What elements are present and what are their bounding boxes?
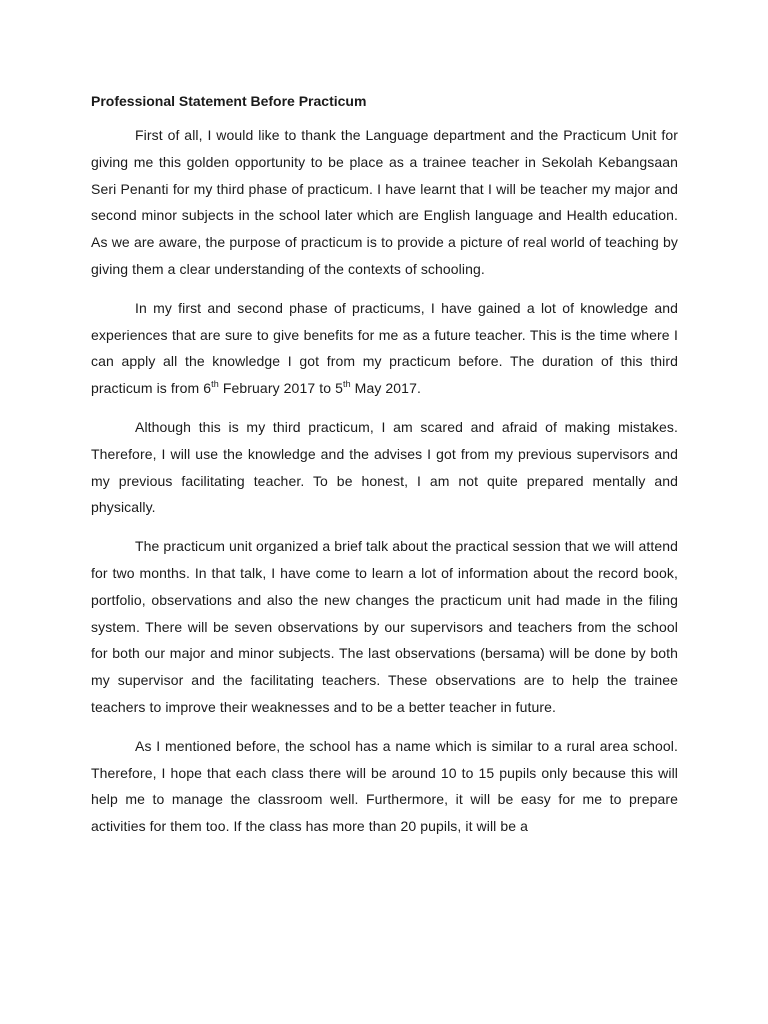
paragraph-2-text-a: In my first and second phase of practicums, I have gained a lot of knowledge and experiences that are sure to give benefits for me as a future teacher. This is the time where I can apply all the knowledge I got from my practicum before. The duration of this third practicum is from 6 xyxy=(91,299,678,397)
paragraph-2-text-c: May 2017. xyxy=(350,380,421,397)
paragraph-2 xyxy=(91,295,678,402)
page-title: Professional Statement Before Practicum xyxy=(91,93,367,109)
document-body xyxy=(91,92,678,852)
paragraph-1: First of all, I would like to thank the Language department and the Practicum Unit for giving me this golden opportunity to be place as a trainee teacher in Sekolah Kebangsaan Seri Penanti for my third phase of practicum. I have learnt that I will be teacher my major and second minor subjects in the school later which are English language and Health education. As we are aware, the purpose of practicum is to provide a picture of real world of teaching by giving them a clear understanding of the contexts of schooling. xyxy=(91,127,678,277)
ordinal-suffix-start: th xyxy=(211,378,219,389)
paragraph-2-text-b: February 2017 to 5 xyxy=(218,380,343,397)
paragraph-3: Although this is my third practicum, I am scared and afraid of making mistakes. Therefore, I will use the knowledge and the advises I got from my previous supervisors and my previous facilitating teacher. To be honest, I am not quite prepared mentally and physically. xyxy=(91,418,678,516)
paragraph-5: As I mentioned before, the school has a name which is similar to a rural area school. Therefore, I hope that each class there will be around 10 to 15 pupils only because this will help me to manage the classroom well. Furthermore, it will be easy for me to prepare activities for them too. If the class has more than 20 pupils, it will be a xyxy=(91,737,678,835)
ordinal-suffix-end: th xyxy=(342,378,351,389)
paragraph-4: The practicum unit organized a brief talk about the practical session that we will attend for two months. In that talk, I have come to learn a lot of information about the record book, portfolio, observations and also the new changes the practicum unit had made in the filing system. There will be seven observations by our supervisors and teachers from the school for both our major and minor subjects. The last observations (bersama) will be done by both my supervisor and the facilitating teachers. These observations are to help the trainee teachers to improve their weaknesses and to be a better teacher in future. xyxy=(91,538,678,715)
